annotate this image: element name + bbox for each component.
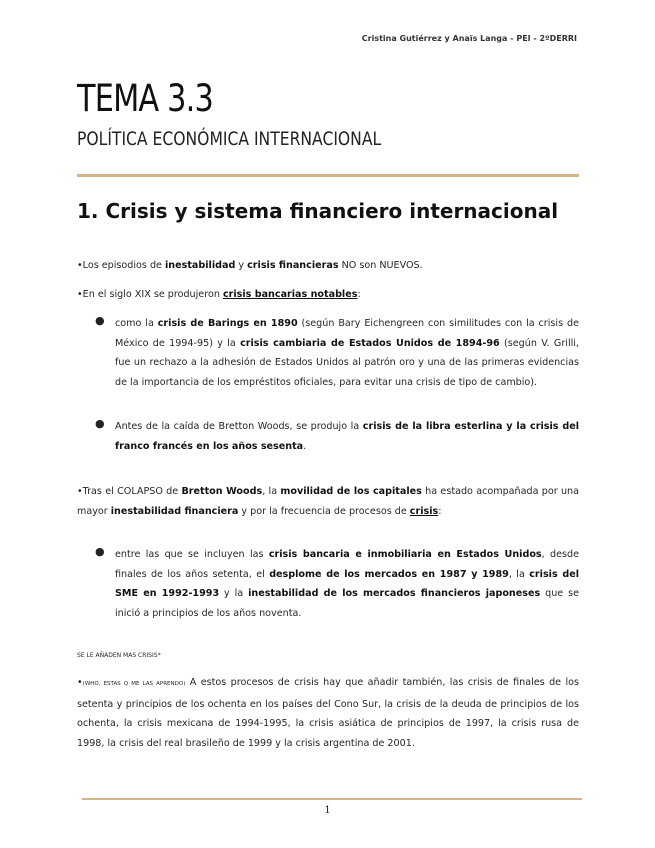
bold-text: crisis del SME en 1992-1993 bbox=[115, 568, 579, 599]
text: A estos procesos de crisis hay que añadir también, las crisis de finales de los setenta y principios de los ochenta en los países del Cono Sur, la crisis de la deuda de principios de los ochenta, la crisis mexicana de 1994-1995, la crisis asiática de principios de 1997, la crisis rusa de 1998, la crisis del real brasileño de 1999 y la crisis argentina de 2001. bbox=[77, 677, 579, 749]
text: . bbox=[303, 440, 307, 452]
bullet-item-bretton-woods bbox=[115, 417, 579, 456]
bold-text: inestabilidad financiera bbox=[110, 505, 239, 517]
section-heading: 1. Crisis y sistema financiero internacional bbox=[77, 199, 559, 223]
paragraph-episodes bbox=[77, 256, 597, 276]
bold-text: inestabilidad bbox=[165, 260, 236, 271]
bold-text: crisis financieras bbox=[247, 260, 339, 271]
document-title: TEMA 3.3 bbox=[77, 77, 213, 120]
bold-text: inestabilidad de los mercados financieros japoneses bbox=[248, 588, 541, 599]
bold-text: crisis de Barings en 1890 bbox=[157, 318, 298, 329]
text: que se inició a principios de los años noventa. bbox=[115, 588, 579, 619]
tiny-note: (WHO, ESTAS Q ME LAS APRENDO) bbox=[82, 681, 186, 687]
bottom-divider bbox=[82, 798, 582, 800]
text: como la bbox=[115, 318, 158, 329]
text: : bbox=[357, 289, 361, 300]
text: y por la frecuencia de procesos de bbox=[238, 505, 410, 517]
bold-text: Bretton Woods bbox=[181, 486, 263, 497]
bold-underlined-text: crisis bancarias notables bbox=[222, 289, 358, 300]
text: (según Bary Eichengreen con similitudes con la crisis de México de 1994-95) y la bbox=[115, 318, 579, 349]
text: ha estado acompañada por una mayor bbox=[77, 486, 580, 517]
bullet-icon: ● bbox=[95, 417, 105, 430]
text: : bbox=[438, 505, 442, 517]
document-subtitle: POLÍTICA ECONÓMICA INTERNACIONAL bbox=[77, 128, 382, 150]
text: (según V. Grilli, fue un rechazo a la adhesión de Estados Unidos al patrón oro y una de las primeras evidencias de la importancia de los empréstitos oficiales, para evitar una crisis de tipo de cambio). bbox=[115, 337, 579, 388]
bullet-icon: ● bbox=[95, 314, 105, 327]
text: • bbox=[77, 677, 83, 688]
header-author: Cristina Gutiérrez y Anaïs Langa - PEI - 2ºDERRI bbox=[361, 34, 577, 43]
page-number: 1 bbox=[324, 805, 331, 816]
text: entre las que se incluyen las bbox=[115, 549, 269, 560]
text: Antes de la caída de Bretton Woods, se produjo la bbox=[115, 421, 363, 432]
bold-text: crisis bancaria e inmobiliaria en Estados Unidos bbox=[268, 549, 542, 560]
bullet-item-barings bbox=[115, 314, 579, 392]
bullet-icon: ● bbox=[95, 545, 105, 558]
bold-text: movilidad de los capitales bbox=[280, 486, 422, 497]
text: , la bbox=[262, 486, 281, 497]
paragraph-colapso bbox=[77, 482, 579, 521]
text: , la bbox=[508, 568, 530, 580]
text: NO son NUEVOS. bbox=[338, 260, 423, 271]
text: , desde finales de los años setenta, el bbox=[115, 549, 579, 580]
paragraph-additional-crises bbox=[77, 673, 579, 753]
paragraph-xix bbox=[77, 285, 597, 305]
top-divider bbox=[77, 174, 579, 177]
bold-text: desplome de los mercados en 1987 y 1989 bbox=[269, 568, 509, 580]
bold-text: crisis cambiaria de Estados Unidos de 1894-96 bbox=[240, 337, 500, 349]
small-note: SE LE AÑADEN MAS CRISIS* bbox=[77, 652, 161, 659]
bullet-item-crisis-list bbox=[115, 545, 579, 623]
bold-text: crisis de la libra esterlina y la crisis del franco francés en los años sesenta bbox=[115, 421, 579, 452]
text: y la bbox=[219, 588, 249, 599]
bold-underlined-text: crisis bbox=[409, 505, 439, 517]
text: •En el siglo XIX se produjeron bbox=[77, 289, 223, 300]
text: y bbox=[235, 260, 248, 271]
text: •Tras el COLAPSO de bbox=[77, 486, 182, 497]
text: •Los episodios de bbox=[77, 260, 165, 271]
